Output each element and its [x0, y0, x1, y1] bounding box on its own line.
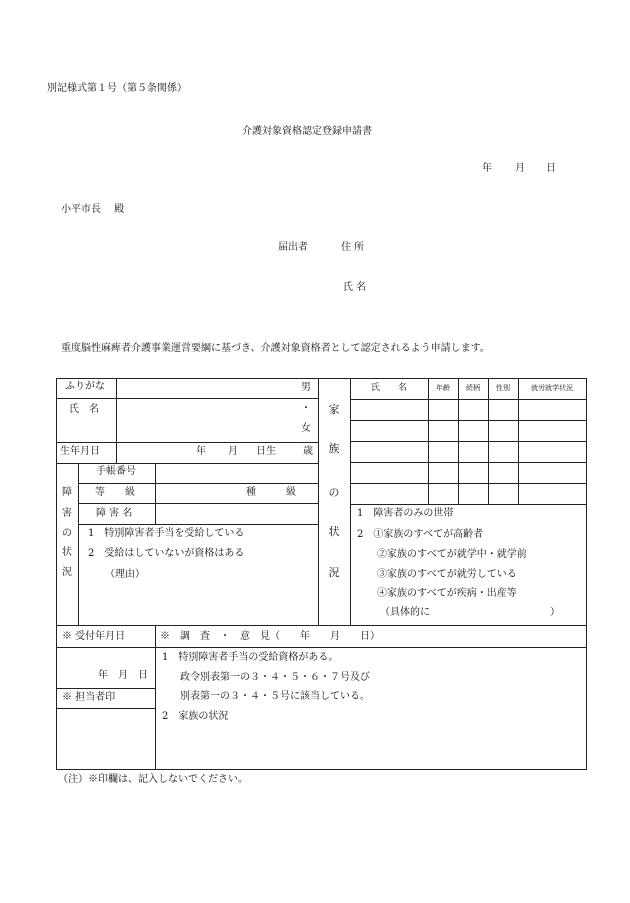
family-col-relation: 続柄 — [466, 384, 480, 392]
furigana-label: ふりがな — [65, 381, 105, 392]
survey-item-1: 1 特別障害者手当の受給資格がある。 — [162, 652, 339, 663]
form-number: 別記様式第１号（第５条関係） — [47, 83, 187, 94]
survey-item-2: 2 家族の状況 — [162, 711, 229, 722]
applicant-name-label: 氏 名 — [343, 282, 367, 293]
birth-year: 年 — [196, 446, 206, 457]
family-col-name: 氏 名 — [370, 383, 407, 393]
type-grade-label: 種 級 — [246, 487, 296, 498]
disability-name-label: 障 害 名 — [96, 508, 133, 519]
sex-female: 女 — [301, 423, 311, 434]
received-date-label: ※ 受付年月日 — [62, 631, 126, 642]
person-name-label: 氏 名 — [69, 404, 99, 415]
sex-male: 男 — [301, 382, 311, 393]
disability-reason: （理由） — [105, 569, 145, 580]
family-heading-char: 況 — [328, 566, 340, 579]
disability-heading-char: 状 — [62, 547, 72, 558]
family-heading-char: 族 — [328, 442, 340, 455]
disability-heading-char: 障 — [62, 487, 72, 498]
family-col-work: 就労就学状況 — [531, 384, 573, 392]
date-month: 月 — [515, 163, 525, 174]
date-year: 年 — [482, 163, 492, 174]
staff-seal-label: ※ 担当者印 — [62, 692, 116, 703]
family-item-2: 2 ①家族のすべてが高齢者 — [357, 529, 484, 540]
family-col-sex: 性別 — [496, 384, 510, 392]
age-unit: 歳 — [303, 446, 313, 457]
family-item-2b: ②家族のすべてが就学中・就学前 — [377, 549, 527, 560]
handbook-number-label: 手帳番号 — [96, 466, 136, 477]
disability-heading-char: の — [62, 528, 72, 539]
sex-separator: ・ — [301, 403, 311, 414]
footer-note: （注）※印欄は、記入しないでください。 — [58, 774, 248, 785]
family-heading-char: 状 — [328, 525, 340, 538]
family-item-2d: ④家族のすべてが疾病・出産等 — [377, 588, 517, 599]
disability-item-1: 1 特別障害者手当を受給している — [88, 528, 245, 539]
survey-item-1c: 別表第一の３・４・５号に該当している。 — [180, 691, 370, 702]
applicant-address-label: 住 所 — [341, 242, 365, 253]
grade-label: 等 級 — [95, 487, 135, 498]
family-item-1: 1 障害者のみの世帯 — [357, 508, 454, 519]
survey-opinion-label: ※ 調 査 ・ 意 見（ 年 月 日） — [160, 631, 380, 642]
received-date-value: 年 月 日 — [98, 670, 148, 681]
birth-label: 生年月日 — [60, 446, 100, 457]
family-heading-char: の — [328, 486, 340, 499]
family-heading-char: 家 — [328, 403, 340, 416]
statement: 重度脳性麻痺者介護事業運営要綱に基づき、介護対象資格者として認定されるよう申請します。 — [61, 343, 490, 354]
applicant-label: 届出者 — [278, 242, 308, 253]
addressee: 小平市長 殿 — [61, 204, 125, 215]
survey-item-1b: 政令別表第一の３・４・５・６・７号及び — [180, 672, 370, 683]
disability-item-2: 2 受給はしていないが資格はある — [88, 548, 245, 559]
birth-month: 月 — [228, 446, 238, 457]
birth-day: 日生 — [256, 446, 276, 457]
family-item-2e: （具体的に ） — [380, 607, 560, 618]
family-col-age: 年齢 — [436, 384, 450, 392]
date-day: 日 — [546, 163, 556, 174]
disability-heading-char: 害 — [62, 508, 72, 519]
disability-heading-char: 況 — [62, 567, 72, 578]
family-item-2c: ③家族のすべてが就労している — [377, 569, 517, 580]
form-title: 介護対象資格認定登録申請書 — [242, 126, 372, 137]
